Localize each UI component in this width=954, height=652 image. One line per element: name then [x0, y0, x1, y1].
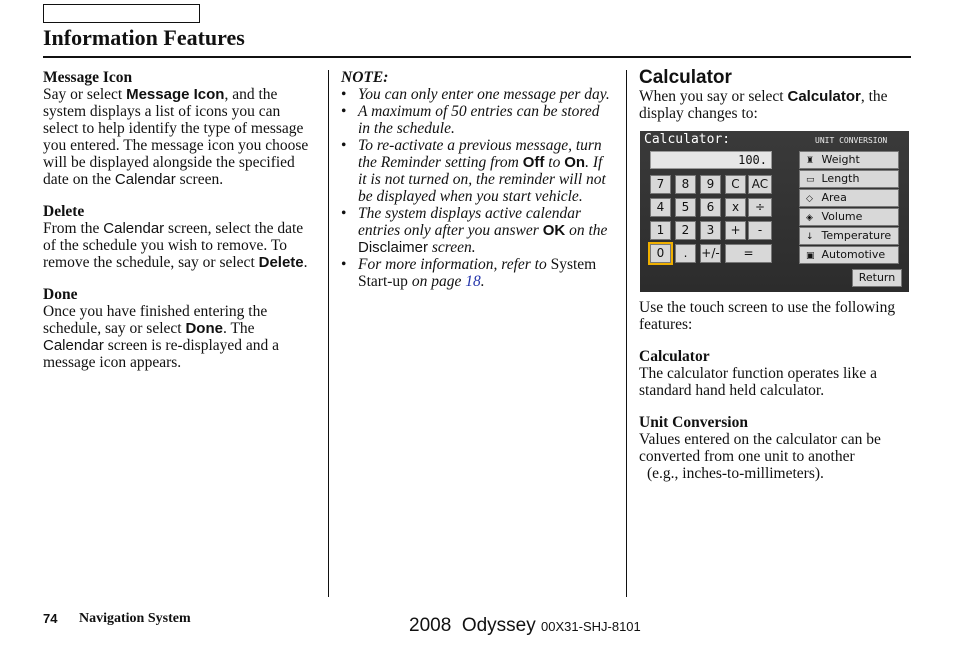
note-item: • The system displays active calendar entries only after you answer OK on the Disclaimer screen.: [341, 205, 611, 256]
unit-conversion-heading: Unit Conversion: [639, 414, 748, 431]
key-3[interactable]: 3: [700, 221, 721, 240]
fuel-icon: ▣: [806, 251, 815, 261]
done-text: Once you have finished entering the schedule, say or select Done. The Calendar screen is re-displayed and a message icon appears.: [43, 303, 280, 371]
message-icon-heading: Message Icon: [43, 69, 133, 86]
page-title: Information Features: [43, 25, 245, 50]
note-item: • You can only enter one message per day.: [341, 86, 611, 103]
touch-screen-text: Use the touch screen to use the following features:: [639, 299, 896, 333]
document-code: 00X31-SHJ-8101: [541, 619, 641, 634]
temperature-icon: ↓: [806, 232, 814, 242]
model-footer: [409, 615, 641, 637]
ok-command: OK: [542, 222, 566, 239]
note-list: [341, 86, 611, 290]
key-all-clear[interactable]: AC: [748, 175, 772, 194]
key-multiply[interactable]: x: [725, 198, 746, 217]
key-2[interactable]: 2: [675, 221, 696, 240]
header-tab-box: [43, 4, 200, 23]
delete-heading: Delete: [43, 203, 85, 220]
area-icon: ◇: [806, 194, 813, 204]
page-link[interactable]: 18: [465, 273, 481, 290]
note-item: • To re-activate a previous message, turn the Reminder setting from Off to On. If it is not turned on, the reminder will not be displayed when you start vehicle.: [341, 137, 611, 205]
key-plus[interactable]: +: [725, 221, 746, 240]
key-sign[interactable]: +/-: [700, 244, 721, 263]
note-item: • For more information, refer to System Start-up on page 18.: [341, 256, 611, 290]
unit-volume-button[interactable]: ◈ Volume: [799, 208, 899, 226]
calculator-command: Calculator: [787, 88, 861, 105]
unit-length-button[interactable]: ▭ Length: [799, 170, 899, 188]
length-icon: ▭: [806, 175, 815, 185]
unit-temperature-button[interactable]: ↓ Temperature: [799, 227, 899, 245]
note-column: [341, 69, 611, 290]
unit-weight-button[interactable]: ♜ Weight: [799, 151, 899, 169]
calculator-intro: When you say or select Calculator, the display changes to:: [639, 88, 888, 122]
key-7[interactable]: 7: [650, 175, 671, 194]
key-0[interactable]: 0: [650, 244, 671, 263]
calculator-screenshot: [640, 131, 909, 292]
left-column: [43, 69, 319, 371]
calculator-display: 100.: [650, 151, 772, 169]
key-equals[interactable]: =: [725, 244, 772, 263]
key-decimal[interactable]: .: [675, 244, 696, 263]
delete-text: From the Calendar screen, select the date of the schedule you wish to remove. To remove the schedule, say or select Delete.: [43, 220, 308, 271]
key-4[interactable]: 4: [650, 198, 671, 217]
note-heading: NOTE:: [341, 69, 389, 86]
unit-conversion-example: (e.g., inches-to-millimeters).: [647, 465, 824, 482]
calculator-heading: Calculator: [639, 67, 732, 88]
calendar-label: Calendar: [114, 171, 176, 188]
note-item: • A maximum of 50 entries can be stored in the schedule.: [341, 103, 611, 137]
key-minus[interactable]: -: [748, 221, 772, 240]
return-button[interactable]: Return: [852, 269, 902, 287]
key-8[interactable]: 8: [675, 175, 696, 194]
right-column: [639, 69, 911, 122]
unit-automotive-button[interactable]: ▣ Automotive: [799, 246, 899, 264]
message-icon-text: Say or select Message Icon, and the system displays a list of icons you can select to help identify the type of message you entered. The message icon you choose will be displayed alongside the specified date on the Calendar screen.: [43, 86, 309, 188]
column-divider-left: [328, 70, 329, 597]
right-column-lower: [639, 299, 911, 482]
calculator-subheading: Calculator: [639, 348, 710, 365]
disclaimer-label: Disclaimer: [358, 239, 429, 256]
key-9[interactable]: 9: [700, 175, 721, 194]
key-divide[interactable]: ÷: [748, 198, 772, 217]
key-5[interactable]: 5: [675, 198, 696, 217]
done-command: Done: [185, 320, 223, 337]
delete-command: Delete: [258, 254, 304, 271]
key-clear[interactable]: C: [725, 175, 746, 194]
done-heading: Done: [43, 286, 78, 303]
off-setting: Off: [522, 154, 545, 171]
unit-area-button[interactable]: ◇ Area: [799, 189, 899, 207]
unit-conversion-text: Values entered on the calculator can be converted from one unit to another: [639, 431, 881, 465]
model-name: 2008 Odyssey: [409, 615, 536, 636]
calculator-description: The calculator function operates like a standard hand held calculator.: [639, 365, 877, 399]
key-6[interactable]: 6: [700, 198, 721, 217]
screen-title: Calculator:: [644, 132, 731, 147]
volume-icon: ◈: [806, 213, 813, 223]
key-1[interactable]: 1: [650, 221, 671, 240]
page-number: 74: [43, 611, 58, 626]
title-divider: [43, 56, 911, 58]
calendar-label: Calendar: [103, 220, 165, 237]
unit-conversion-header: UNIT CONVERSION: [815, 136, 888, 145]
section-name: Navigation System: [79, 611, 191, 626]
on-setting: On: [564, 154, 586, 171]
message-icon-command: Message Icon: [126, 86, 225, 103]
calendar-label: Calendar: [43, 337, 104, 354]
weight-icon: ♜: [806, 156, 815, 166]
column-divider-right: [626, 70, 627, 597]
system-startup-ref: System Start-up: [358, 256, 597, 290]
